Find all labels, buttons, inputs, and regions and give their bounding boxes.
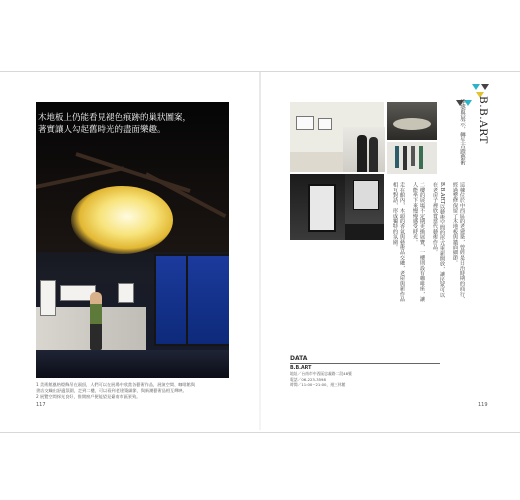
overlay-line-1: 木地板上仍能看見褪色痕跡的巢狀圖案， [38,113,192,123]
article-title: B.B.ART [477,96,489,144]
accent-triangle [472,84,480,90]
info-box [290,355,440,388]
caption-line: 書店交織出舒適氛圍，走到二樓，可以看到老建築細節，與新潮藝術品相互輝映。 [36,388,187,393]
gallery-photo [36,102,229,378]
caption-line: 2 展覽空間採光良好，推開窗戶便能望見臺南市區景致。 [36,394,141,399]
body-paragraph: 走在館內，木頭的香氣與藝術品交融，老屋與新作品相互對話，形成獨特的氛圍。 [392,182,405,302]
photo-textiles [387,142,437,174]
body-paragraph: 這棟位於中西區的老建築，曾經是日治時期的商行，經過整修保留了木地板與牆面細節。 [452,182,465,302]
blue-window [186,254,229,346]
page-number-right: 119 [478,402,488,408]
photo-ceramics [387,102,437,140]
visitor-figure [90,292,102,350]
accent-triangle [481,84,489,90]
photo-overlay-caption [38,112,224,136]
artwork-frame [118,283,134,303]
photo-visitors [343,127,385,172]
page-number-left: 117 [36,402,46,408]
overlay-line-2: 著實讓人勾起舊時光的盡面樂趣。 [38,125,166,135]
address-line: 地址／台南市中西區忠義路二段48號 [290,371,352,376]
artwork-frame [40,280,56,316]
body-paragraph: B.B.ART以藝術空間的形式重新開放，讓民眾可以在老房子裡欣賞當代藝術作品。 [432,182,445,298]
body-paragraph: 二樓的展場不定期更換展覽，一樓則設有咖啡座，讓人能坐下來慢慢感受時光。 [412,182,425,302]
caption-line: 1 美術館風格燈飾吊在頭頂，人們可以在展場中欣賞各藝術作品，展演空間、咖啡館與 [36,382,195,387]
data-heading: DATA [290,355,440,364]
hours-line: 時間／11:00~21:00，週三休館 [290,382,346,387]
chandelier-sculpture [71,186,173,254]
wooden-floor [36,350,229,378]
article-subtitle: 建築與展示，轉生古蹟藝術 [459,99,465,165]
book-spine [259,72,261,430]
article-body [300,182,465,302]
phone-line: 電話／06-223-3598 [290,376,326,382]
venue-name: B.B.ART [290,366,312,371]
photo-caption [36,382,229,400]
